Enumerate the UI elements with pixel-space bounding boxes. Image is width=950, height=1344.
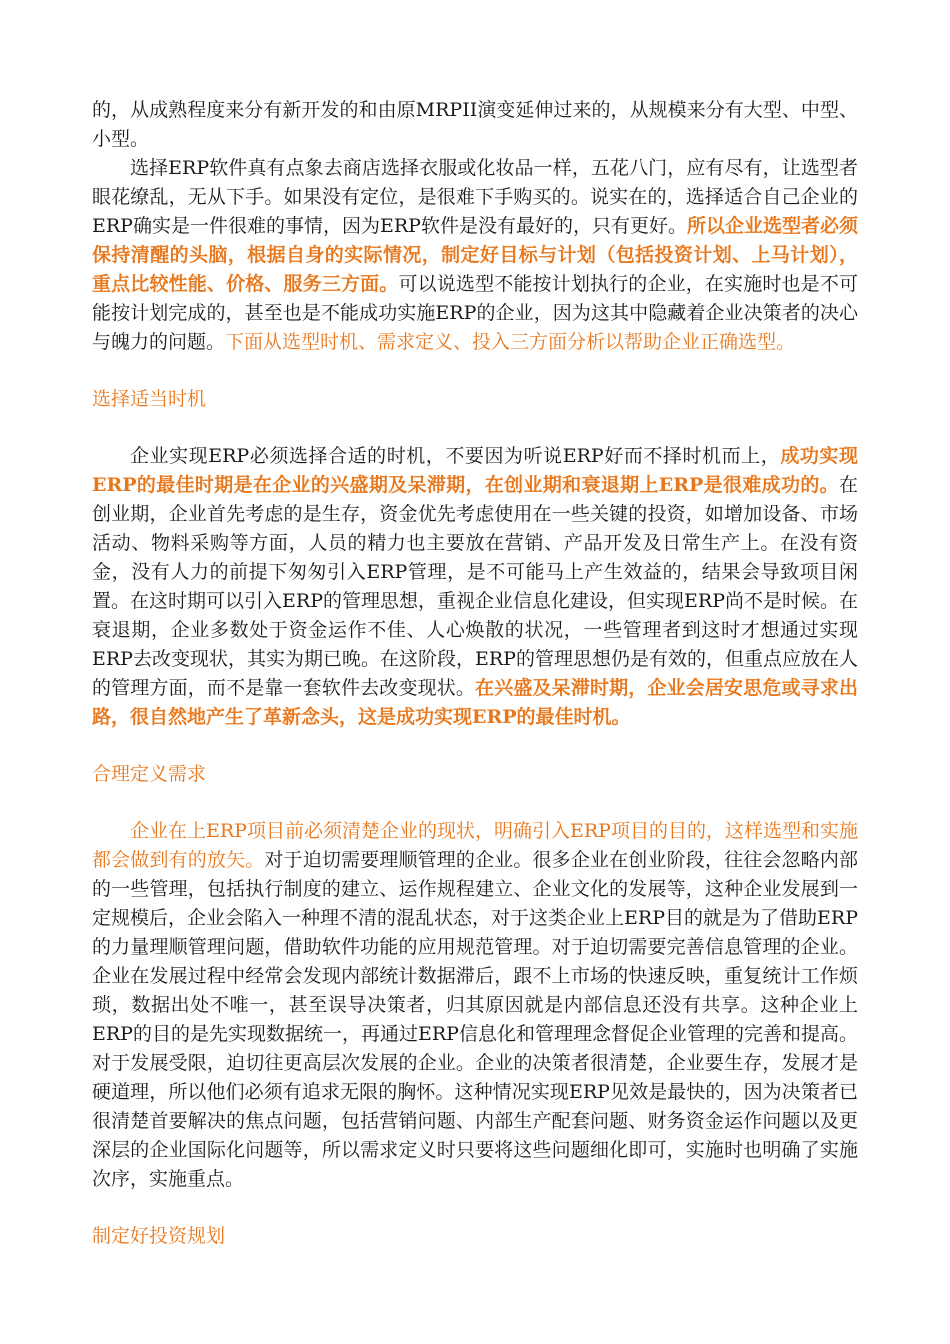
- text-run: 对于迫切需要理顺管理的企业。很多企业在创业阶段，往往会忽略内部的一些管理，包括执行制度的建立、运作规程建立、企业文化的发展等，这种企业发展到一定规模后，企业会陷入一种理不清的混乱状态，对于这类企业上ERP目的就是为了借助ERP的力量理顺管理问题，借助软件功能的应用规范管理。对于迫切需要完善信息管理的企业。企业在发展过程中经常会发现内部统计数据滞后，跟不上市场的快速反映，重复统计工作烦琐，数据出处不唯一，甚至误导决策者，归其原因就是内部信息还没有共享。这种企业上ERP的目的是先实现数据统一，再通过ERP信息化和管理理念督促企业管理的完善和提高。对于发展受限，迫切往更高层次发展的企业。企业的决策者很清楚，企业要生存，发展才是硬道理，所以他们必须有追求无限的胸怀。这种情况实现ERP见效是最快的，因为决策者已很清楚首要解决的焦点问题，包括营销问题、内部生产配套问题、财务资金运作问题以及更深层的企业国际化问题等，所以需求定义时只要将这些问题细化即可，实施时也明确了实施次序，实施重点。: [92, 849, 858, 1190]
- highlight-run: 成功实现ERP的最佳时期是在企业的兴盛期及呆滞期，在创业期和衰退期上ERP是很难成功的。: [92, 445, 858, 496]
- text-run: 在创业期，企业首先考虑的是生存，资金优先考虑使用在一些关键的投资，如增加设备、市场活动、物料采购等方面，人员的精力也主要放在营销、产品开发及日常生产上。在没有资金，没有人力的前提下匆匆引入ERP管理，是不可能马上产生效益的，结果会导致项目闲置。在这时期可以引入ERP的管理思想，重视企业信息化建设，但实现ERP尚不是时候。在衰退期，企业多数处于资金运作不佳、人心焕散的状况，一些管理者到这时才想通过实现ERP去改变现状，其实为期已晚。在这阶段，ERP的管理思想仍是有效的，但重点应放在人的管理方面，而不是靠一套软件去改变现状。: [92, 474, 858, 699]
- document-page: [92, 96, 858, 1251]
- paragraph-requirements: [92, 817, 858, 1194]
- highlight-run: 企业在上ERP项目前必须清楚企业的现状，明确引入ERP项目的目的，这样选型和实施都会做到有的放矢。: [92, 820, 858, 871]
- text-run: 企业实现ERP必须选择合适的时机，不要因为听说ERP好而不择时机而上，: [130, 445, 781, 467]
- paragraph-timing: [92, 442, 858, 732]
- text-run: 选择ERP软件真有点象去商店选择衣服或化妆品一样，五花八门，应有尽有，让选型者眼花缭乱，无从下手。如果没有定位，是很难下手购买的。说实在的，选择适合自己企业的ERP确实是一件很难的事情，因为ERP软件是没有最好的，只有更好。: [92, 157, 858, 237]
- paragraph-intro-continuation: 的，从成熟程度来分有新开发的和由原MRPII演变延伸过来的，从规模来分有大型、中型、小型。: [92, 99, 858, 150]
- text-run: 可以说选型不能按计划执行的企业，在实施时也是不可能按计划完成的，甚至也是不能成功实施ERP的企业，因为这其中隐藏着企业决策者的决心与魄力的问题。: [92, 273, 858, 353]
- highlight-run: 所以企业选型者必须保持清醒的头脑，根据自身的实际情况，制定好目标与计划（包括投资计划、上马计划），重点比较性能、价格、服务三方面。: [92, 215, 858, 295]
- section-heading-timing: 选择适当时机: [92, 388, 207, 410]
- highlight-run: 下面从选型时机、需求定义、投入三方面分析以帮助企业正确选型。: [225, 331, 796, 353]
- paragraph-selection-overview: [92, 154, 858, 357]
- section-heading-requirements: 合理定义需求: [92, 763, 207, 785]
- highlight-run: 在兴盛及呆滞时期，企业会居安思危或寻求出路，很自然地产生了革新念头，这是成功实现ERP的最佳时机。: [92, 677, 858, 728]
- section-heading-investment: 制定好投资规划: [92, 1225, 226, 1247]
